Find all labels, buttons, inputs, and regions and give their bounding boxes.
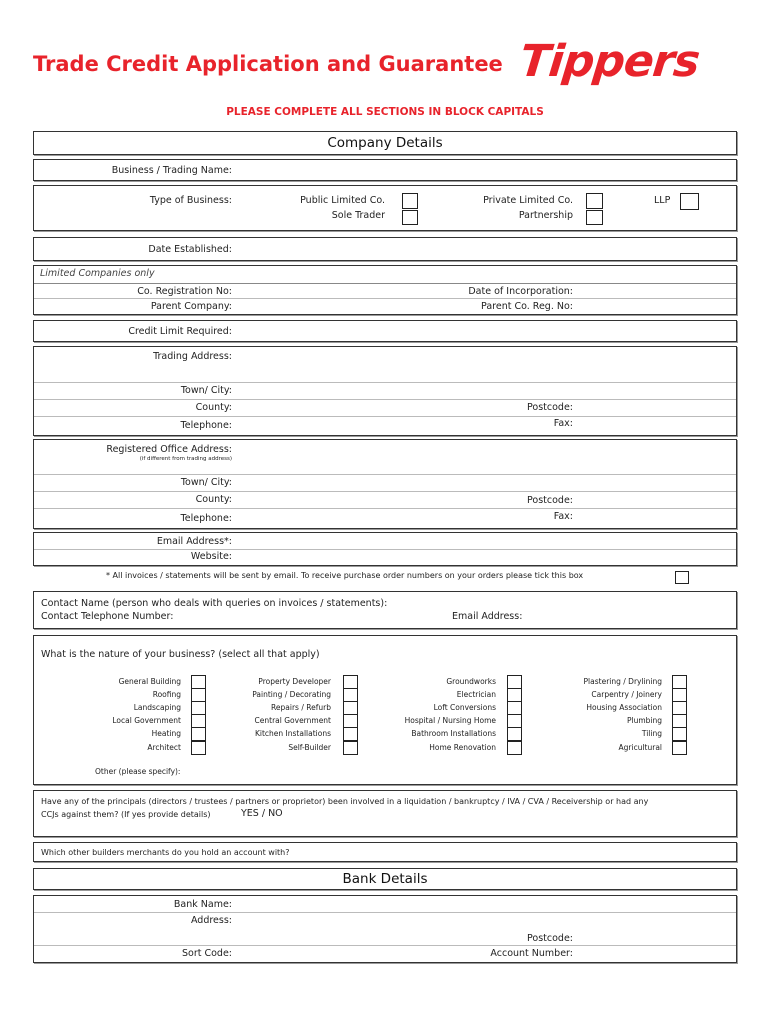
bank-details-box bbox=[33, 895, 737, 963]
business-type-checkbox[interactable] bbox=[343, 727, 358, 741]
contact-name-label: Contact Name (person who deals with queries on invoices / statements): bbox=[41, 598, 388, 609]
type-of-business-box bbox=[33, 185, 737, 231]
business-type-checkbox[interactable] bbox=[507, 741, 522, 755]
bank-address-label: Address: bbox=[190, 915, 232, 926]
subtitle: PLEASE COMPLETE ALL SECTIONS IN BLOCK CAPITALS bbox=[226, 106, 544, 118]
date-incorporation-label: Date of Incorporation: bbox=[468, 286, 573, 297]
business-type-label: Repairs / Refurb bbox=[271, 703, 331, 712]
bank-postcode-label: Postcode: bbox=[527, 933, 573, 944]
llp-label: LLP bbox=[654, 195, 671, 206]
registered-address-label: Registered Office Address: bbox=[106, 444, 232, 455]
business-type-label: Kitchen Installations bbox=[254, 729, 331, 738]
divider bbox=[34, 508, 736, 509]
business-type-label: Roofing bbox=[152, 690, 181, 699]
business-type-label: Landscaping bbox=[133, 703, 181, 712]
email-address-label: Email Address*: bbox=[156, 536, 232, 547]
date-established-label: Date Established: bbox=[148, 244, 232, 255]
account-number-label: Account Number: bbox=[490, 948, 573, 959]
page-title: Trade Credit Application and Guarantee bbox=[33, 52, 503, 76]
divider bbox=[34, 491, 736, 492]
business-type-checkbox[interactable] bbox=[191, 701, 206, 715]
business-name-field[interactable] bbox=[240, 161, 734, 179]
county-label: County: bbox=[195, 402, 232, 413]
sole-trader-checkbox[interactable] bbox=[402, 210, 418, 225]
other-specify-label: Other (please specify): bbox=[95, 767, 181, 776]
business-type-label: Plumbing bbox=[626, 716, 662, 725]
private-ltd-checkbox[interactable] bbox=[586, 193, 603, 209]
registered-telephone-label: Telephone: bbox=[180, 513, 232, 524]
co-reg-no-label: Co. Registration No: bbox=[137, 286, 232, 297]
business-type-checkbox[interactable] bbox=[507, 727, 522, 741]
yes-no-option[interactable]: YES / NO bbox=[241, 808, 283, 819]
business-type-checkbox[interactable] bbox=[191, 714, 206, 728]
merchants-field[interactable] bbox=[330, 844, 734, 860]
divider bbox=[34, 298, 736, 299]
business-type-label: Local Government bbox=[112, 716, 181, 725]
credit-limit-field[interactable] bbox=[240, 322, 734, 340]
divider bbox=[34, 382, 736, 383]
sole-trader-label: Sole Trader bbox=[331, 210, 385, 221]
business-type-label: Hospital / Nursing Home bbox=[404, 716, 496, 725]
business-type-checkbox[interactable] bbox=[343, 741, 358, 755]
business-type-label: Painting / Decorating bbox=[252, 690, 331, 699]
sort-code-label: Sort Code: bbox=[181, 948, 232, 959]
business-type-checkbox[interactable] bbox=[672, 675, 687, 689]
principals-question-line1: Have any of the principals (directors / trustees / partners or proprietor) been involved in a liquidation / bankruptcy / IVA / CVA / Receivership or had any bbox=[41, 797, 649, 806]
business-type-checkbox[interactable] bbox=[507, 688, 522, 702]
fax-label: Fax: bbox=[553, 418, 573, 429]
credit-limit-label: Credit Limit Required: bbox=[128, 326, 232, 337]
town-city-label: Town/ City: bbox=[180, 385, 232, 396]
divider bbox=[34, 283, 736, 284]
business-name-label: Business / Trading Name: bbox=[111, 165, 232, 176]
business-type-checkbox[interactable] bbox=[191, 727, 206, 741]
partnership-label: Partnership bbox=[518, 210, 573, 221]
business-type-label: Carpentry / Joinery bbox=[591, 690, 662, 699]
business-type-label: Architect bbox=[147, 743, 181, 752]
business-type-checkbox[interactable] bbox=[191, 675, 206, 689]
company-details-heading-text: Company Details bbox=[327, 135, 443, 151]
registered-county-label: County: bbox=[195, 494, 232, 505]
business-type-label: Home Renovation bbox=[429, 743, 496, 752]
business-type-checkbox[interactable] bbox=[343, 701, 358, 715]
merchants-question: Which other builders merchants do you hold an account with? bbox=[41, 848, 290, 857]
trading-address-label: Trading Address: bbox=[153, 351, 232, 362]
date-established-field[interactable] bbox=[240, 239, 734, 259]
postcode-label: Postcode: bbox=[527, 402, 573, 413]
type-of-business-label: Type of Business: bbox=[149, 195, 232, 206]
business-type-checkbox[interactable] bbox=[672, 714, 687, 728]
principals-question-line2: CCJs against them? (If yes provide details) bbox=[41, 810, 211, 819]
website-label: Website: bbox=[190, 551, 232, 562]
business-type-checkbox[interactable] bbox=[191, 688, 206, 702]
tippers-logo: Tippers bbox=[517, 36, 702, 87]
partnership-checkbox[interactable] bbox=[586, 210, 603, 225]
trading-address-box bbox=[33, 346, 737, 436]
llp-checkbox[interactable] bbox=[680, 193, 699, 210]
business-type-label: Housing Association bbox=[586, 703, 662, 712]
business-type-label: Groundworks bbox=[446, 677, 496, 686]
business-type-label: Bathroom Installations bbox=[411, 729, 496, 738]
business-type-checkbox[interactable] bbox=[507, 714, 522, 728]
business-type-label: Agricultural bbox=[618, 743, 662, 752]
business-type-checkbox[interactable] bbox=[343, 675, 358, 689]
limited-only-label: Limited Companies only bbox=[40, 268, 155, 279]
divider bbox=[34, 416, 736, 417]
contact-box bbox=[33, 591, 737, 629]
bank-name-label: Bank Name: bbox=[173, 899, 232, 910]
private-ltd-label: Private Limited Co. bbox=[483, 195, 573, 206]
bank-details-heading-text: Bank Details bbox=[342, 871, 428, 887]
contact-email-label: Email Address: bbox=[452, 611, 523, 622]
divider bbox=[34, 912, 736, 913]
business-type-label: Plastering / Drylining bbox=[583, 677, 662, 686]
divider bbox=[34, 474, 736, 475]
bank-details-heading bbox=[33, 868, 737, 890]
divider bbox=[34, 549, 736, 550]
business-type-checkbox[interactable] bbox=[507, 675, 522, 689]
company-details-heading bbox=[33, 131, 737, 155]
business-type-checkbox[interactable] bbox=[672, 727, 687, 741]
invoice-note: * All invoices / statements will be sent by email. To receive purchase order numbers on your orders please tick this box bbox=[106, 571, 584, 580]
contact-telephone-label: Contact Telephone Number: bbox=[41, 611, 174, 622]
parent-reg-no-label: Parent Co. Reg. No: bbox=[481, 301, 573, 312]
business-type-checkbox[interactable] bbox=[672, 688, 687, 702]
parent-company-label: Parent Company: bbox=[150, 301, 232, 312]
business-type-label: Electrician bbox=[456, 690, 496, 699]
registered-town-city-label: Town/ City: bbox=[180, 477, 232, 488]
registered-fax-label: Fax: bbox=[553, 511, 573, 522]
business-type-checkbox[interactable] bbox=[343, 688, 358, 702]
business-type-label: Tiling bbox=[641, 729, 662, 738]
telephone-label: Telephone: bbox=[180, 420, 232, 431]
divider bbox=[34, 945, 736, 946]
business-type-label: Property Developer bbox=[258, 677, 331, 686]
business-type-checkbox[interactable] bbox=[191, 741, 206, 755]
business-type-label: Central Government bbox=[254, 716, 331, 725]
business-type-label: Loft Conversions bbox=[433, 703, 496, 712]
registered-note: (if different from trading address) bbox=[139, 456, 232, 462]
business-type-checkbox[interactable] bbox=[507, 701, 522, 715]
plc-checkbox[interactable] bbox=[402, 193, 418, 209]
business-type-label: Heating bbox=[151, 729, 181, 738]
purchase-order-checkbox[interactable] bbox=[675, 571, 689, 584]
business-type-label: General Building bbox=[118, 677, 181, 686]
divider bbox=[34, 399, 736, 400]
business-type-label: Self-Builder bbox=[288, 743, 331, 752]
business-type-checkbox[interactable] bbox=[672, 741, 687, 755]
nature-question: What is the nature of your business? (select all that apply) bbox=[41, 649, 320, 660]
plc-label: Public Limited Co. bbox=[300, 195, 385, 206]
registered-postcode-label: Postcode: bbox=[527, 495, 573, 506]
business-type-checkbox[interactable] bbox=[343, 714, 358, 728]
business-type-checkbox[interactable] bbox=[672, 701, 687, 715]
